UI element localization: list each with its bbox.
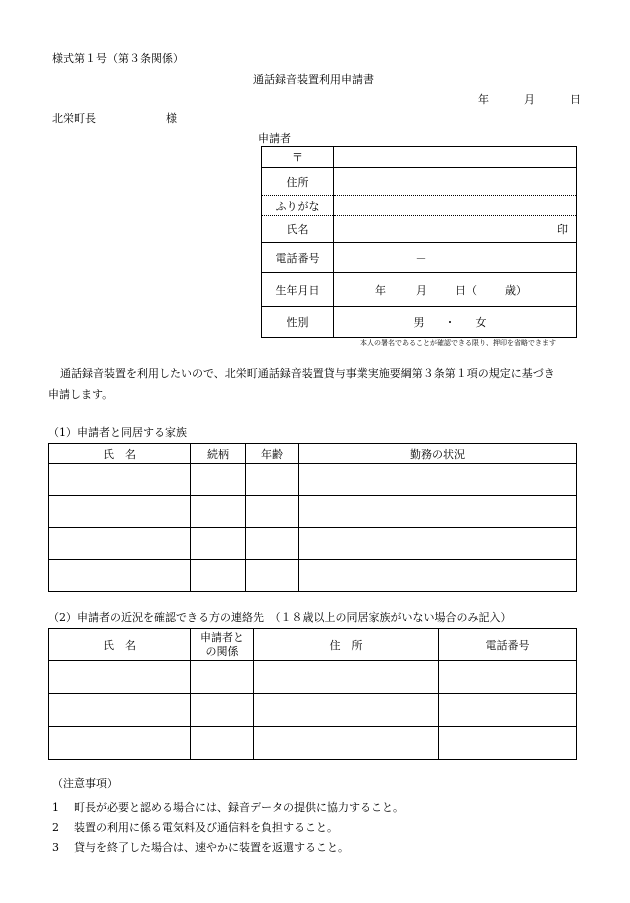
note-number: 2 <box>52 821 59 834</box>
date-month-label: 月 <box>524 93 535 106</box>
date-year-label: 年 <box>478 93 489 106</box>
form-id: 様式第１号（第３条関係） <box>52 52 184 65</box>
name-field[interactable] <box>334 216 577 243</box>
family-col-relation: 続柄 <box>191 444 246 464</box>
family-col-work: 勤務の状況 <box>299 444 577 464</box>
family-table <box>48 443 577 592</box>
note-text: 貸与を終了した場合は、速やかに装置を返還すること。 <box>74 841 349 854</box>
birth-year-label: 年 <box>375 283 386 297</box>
birth-label: 生年月日 <box>262 273 334 307</box>
birth-field[interactable] <box>334 273 577 307</box>
sex-female-option[interactable]: 女 <box>475 316 487 329</box>
phone-separator: － <box>415 251 427 265</box>
note-text: 装置の利用に係る電気料及び通信料を負担すること。 <box>74 821 338 834</box>
applicant-heading: 申請者 <box>258 132 291 145</box>
body-line-2: 申請します。 <box>48 388 114 401</box>
family-col-age: 年齢 <box>246 444 299 464</box>
section1-heading: （1）申請者と同居する家族 <box>48 426 187 439</box>
table-row <box>49 496 577 528</box>
seal-mark: 印 <box>557 223 568 236</box>
table-row <box>49 661 577 694</box>
addressee-name: 北栄町長 <box>52 112 96 125</box>
phone-label: 電話番号 <box>262 243 334 273</box>
furigana-field[interactable] <box>334 196 577 216</box>
contact-col-name: 氏 名 <box>49 629 191 661</box>
contact-col-relation-line1: 申請者と <box>200 631 244 645</box>
birth-age-label: 歳） <box>505 283 527 297</box>
note-number: 1 <box>52 801 59 814</box>
note-text: 町長が必要と認める場合には、録音データの提供に協力すること。 <box>74 801 404 814</box>
notes-heading: （注意事項） <box>52 777 118 790</box>
section2-heading: （2）申請者の近況を確認できる方の連絡先 （１８歳以上の同居家族がいない場合のみ記入） <box>48 611 512 624</box>
document-title: 通話録音装置利用申請書 <box>253 73 374 86</box>
furigana-label: ふりがな <box>262 196 334 216</box>
contact-table <box>48 628 577 760</box>
birth-month-label: 月 <box>416 283 427 297</box>
contact-col-address: 住 所 <box>254 629 439 661</box>
sex-male-option[interactable]: 男 <box>413 316 425 329</box>
note-item-1 <box>52 799 404 815</box>
contact-col-relation-line2: の関係 <box>205 644 239 658</box>
note-number: 3 <box>52 841 59 854</box>
body-line-1: 通話録音装置を利用したいので、北栄町通話録音装置貸与事業実施要綱第３条第１項の規定に基づき <box>60 367 555 380</box>
table-row <box>49 694 577 727</box>
phone-field[interactable] <box>334 243 577 273</box>
contact-col-phone: 電話番号 <box>439 629 577 661</box>
sex-label: 性別 <box>262 307 334 338</box>
address-field[interactable] <box>334 168 577 196</box>
postal-field[interactable] <box>334 147 577 168</box>
sex-separator: ・ <box>444 316 456 329</box>
name-label: 氏名 <box>262 216 334 243</box>
note-item-2 <box>52 819 338 835</box>
birth-day-label: 日（ <box>455 283 477 297</box>
postal-label: 〒 <box>262 147 334 168</box>
table-row <box>49 727 577 760</box>
table-row <box>49 464 577 496</box>
note-item-3 <box>52 839 349 855</box>
address-label: 住所 <box>262 168 334 196</box>
applicant-table <box>261 146 577 338</box>
addressee-honorific: 様 <box>166 112 177 125</box>
table-row <box>49 560 577 592</box>
seal-footnote: 本人の署名であることが確認できる限り、押印を省略できます <box>360 339 556 347</box>
family-col-name: 氏 名 <box>49 444 191 464</box>
contact-col-relation <box>191 629 254 661</box>
table-row <box>49 528 577 560</box>
sex-field[interactable] <box>334 307 577 338</box>
date-day-label: 日 <box>570 93 581 106</box>
